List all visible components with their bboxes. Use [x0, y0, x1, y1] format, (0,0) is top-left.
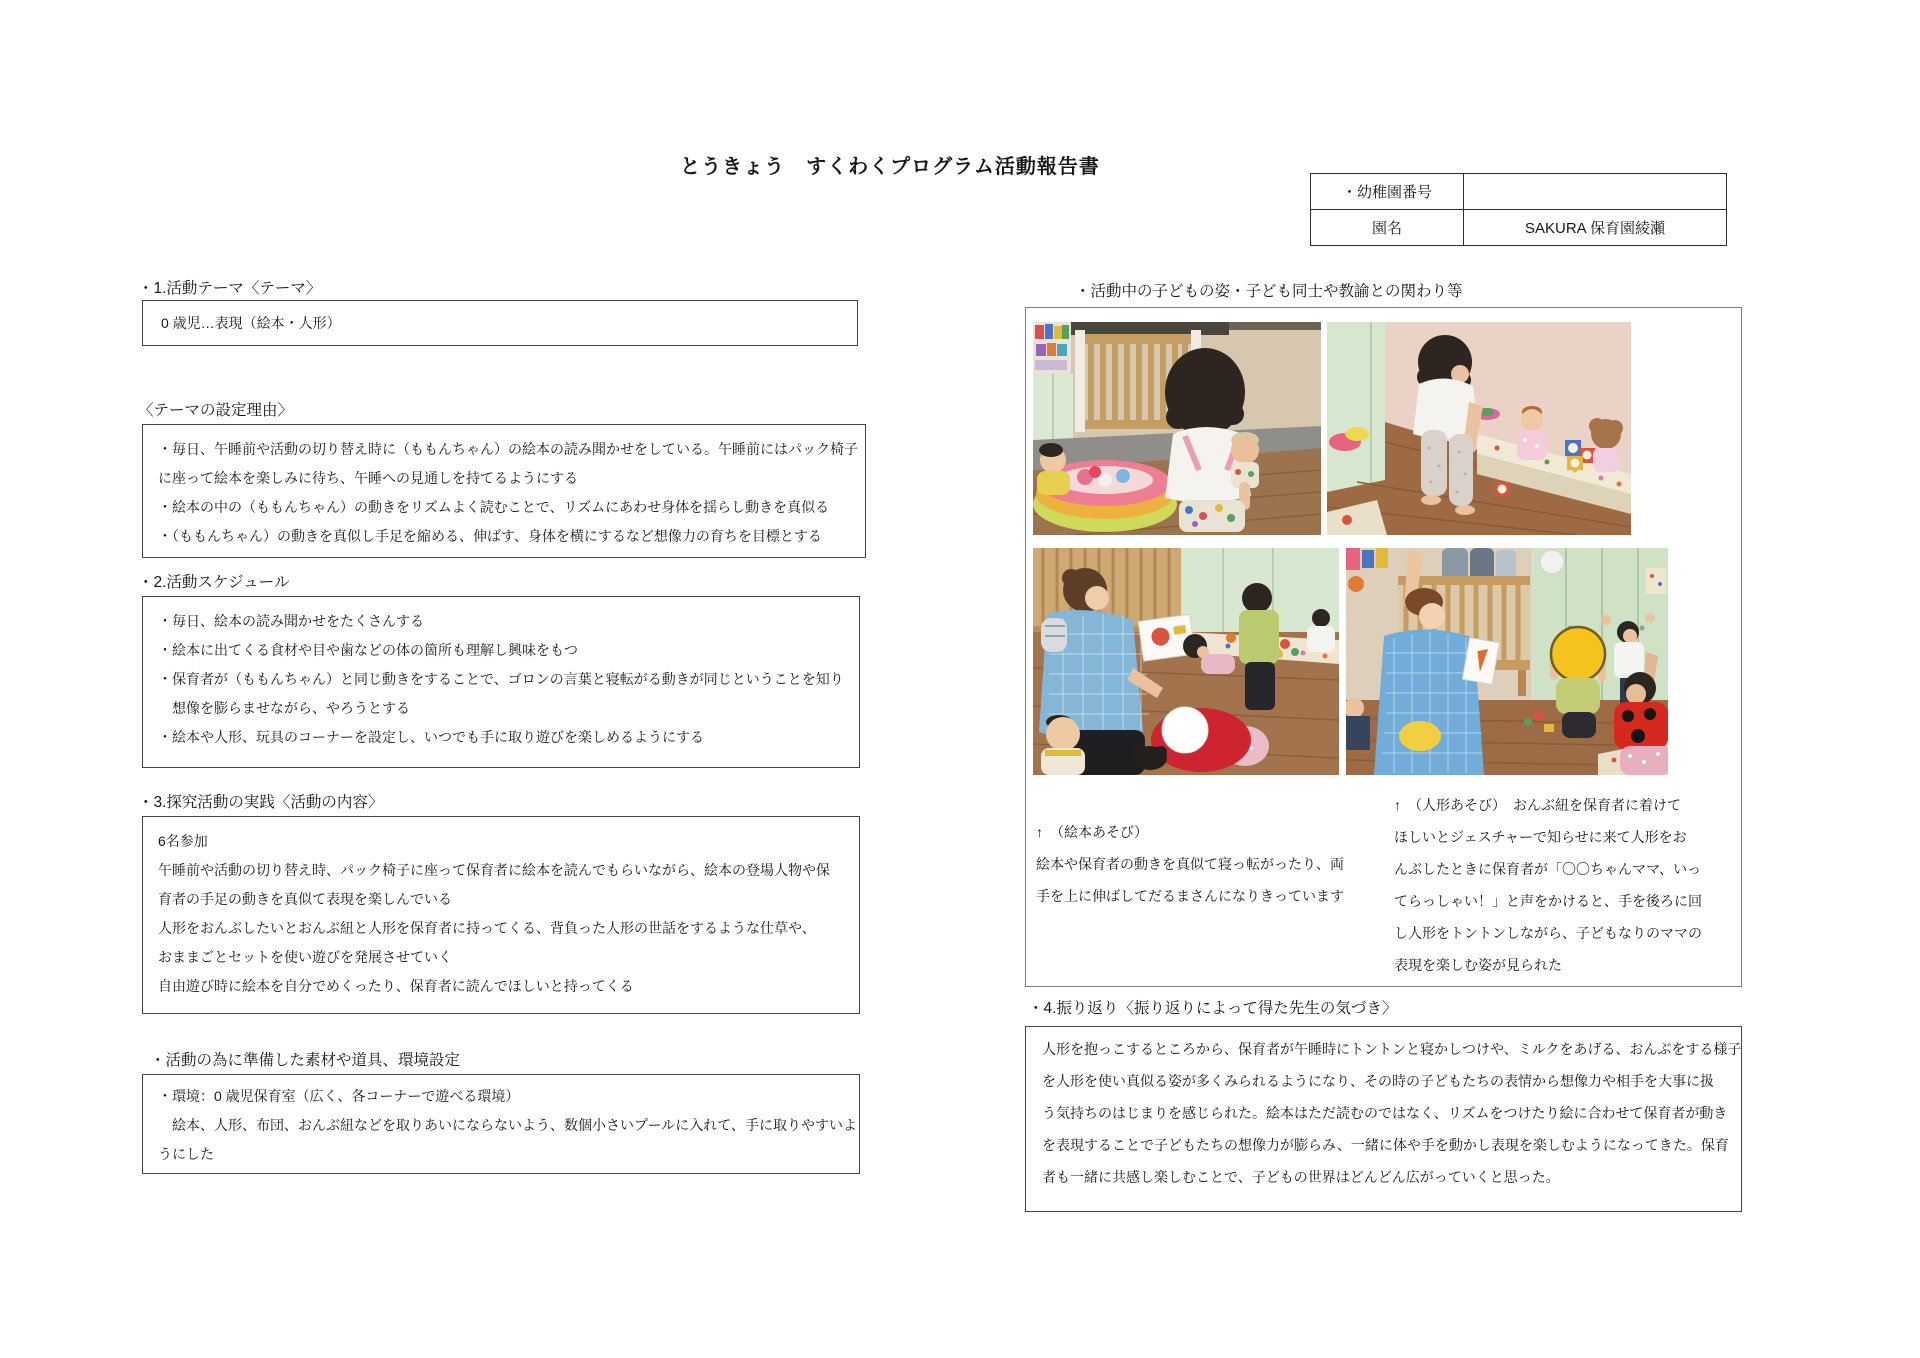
schedule-line: ・絵本に出てくる食材や目や歯などの体の箇所も理解し興味をもつ: [158, 642, 578, 658]
environment-box: [142, 1074, 860, 1174]
photos-section-heading: ・活動中の子どもの姿・子ども同士や教諭との関わり等: [1075, 283, 1463, 300]
section-2-heading: ・2.活動スケジュール: [138, 574, 290, 591]
theme-box: [142, 300, 858, 346]
reason-line: ・絵本の中の（ももんちゃん）の動きをリズムよく読むことで、リズムにあわせ身体を揺らし動きを真似る: [158, 499, 830, 515]
reflection-line: 者も一緒に共感し楽しむことで、子どもの世界はどんどん広がっていくと思った。: [1042, 1169, 1560, 1185]
photo-doll-bench: [1327, 322, 1631, 535]
reason-line: ・（ももんちゃん）の動きを真似し手足を縮める、伸ばす、身体を横にするなど想像力の育ちを目標とする: [158, 528, 822, 544]
schedule-line: ・絵本や人形、玩具のコーナーを設定し、いつでも手に取り遊びを楽しめるようにする: [158, 729, 704, 745]
photo-doll-piggyback: [1033, 322, 1321, 535]
schedule-line: ・毎日、絵本の読み聞かせをたくさんする: [158, 613, 424, 629]
reflection-line: を人形を使い真似る姿が多くみられるようになり、その時の子どもたちの表情から想像力や相手を大事に扱: [1042, 1073, 1714, 1089]
reflection-box: [1025, 1026, 1742, 1212]
photo-book-play: [1033, 548, 1339, 775]
reason-box: [142, 424, 866, 558]
reason-line: ・毎日、午睡前や活動の切り替え時に（ももんちゃん）の絵本の読み聞かせをしている。午睡前にはパック椅子: [158, 441, 858, 457]
schedule-box: [142, 596, 860, 768]
theme-value: 0 歳児…表現（絵本・人形）: [161, 314, 341, 331]
schedule-line: ・保育者が（ももんちゃん）と同じ動きをすることで、ゴロンの言葉と寝転がる動きが同じということを知り: [158, 671, 844, 687]
kindergarten-number-label: ・幼稚園番号: [1311, 174, 1464, 210]
section-1-heading: ・1.活動テーマ〈テーマ〉: [138, 280, 322, 297]
reason-line: に座って絵本を楽しみに待ち、午睡への見通しを持てるようにする: [158, 470, 578, 486]
caption-line: ↑ （絵本あそび）: [1036, 824, 1148, 840]
environment-line: ・環境：0 歳児保育室（広く、各コーナーで遊べる環境）: [158, 1088, 520, 1104]
environment-heading: ・活動の為に準備した素材や道具、環境設定: [150, 1052, 461, 1069]
caption-doll-play: [1394, 789, 1740, 981]
practice-line: 人形をおんぶしたいとおんぶ紐と人形を保育者に持ってくる、背負った人形の世話をするような仕草や、: [158, 920, 816, 936]
garden-name-value: SAKURA 保育園綾瀬: [1464, 210, 1727, 246]
caption-book-play: [1036, 816, 1388, 912]
activity-photos-box: [1025, 307, 1742, 987]
caption-line: し人形をトントンしながら、子どもなりのママの: [1394, 925, 1702, 941]
page-title: とうきょう すくわくプログラム活動報告書: [680, 156, 1100, 178]
caption-line: んぶしたときに保育者が「〇〇ちゃんママ、いっ: [1394, 861, 1702, 877]
table-row: [1311, 210, 1727, 246]
section-4-heading: ・4.振り返り〈振り返りによって得た先生の気づき〉: [1028, 1000, 1398, 1017]
reflection-line: を表現することで子どもたちの想像力が膨らみ、一緒に体や手を動かし表現を楽しむようになってきた。保育: [1042, 1137, 1729, 1153]
caption-line: 手を上に伸ばしてだるまさんになりきっています: [1036, 888, 1344, 904]
table-row: [1311, 174, 1727, 210]
practice-line: 自由遊び時に絵本を自分でめくったり、保育者に読んでほしいと持ってくる: [158, 978, 634, 994]
kindergarten-info-table: [1310, 173, 1727, 246]
caption-line: 表現を楽しむ姿が見られた: [1394, 957, 1562, 973]
practice-line: 6名参加: [158, 833, 208, 849]
caption-line: ほしいとジェスチャーで知らせに来て人形をお: [1394, 829, 1687, 845]
environment-line: 絵本、人形、布団、おんぶ紐などを取りあいにならないよう、数個小さいプールに入れて、手に取りやすいよ: [158, 1117, 858, 1133]
practice-line: 午睡前や活動の切り替え時、パック椅子に座って保育者に絵本を読んでもらいながら、絵本の登場人物や保: [158, 862, 830, 878]
photo-doll-play-group: [1346, 548, 1668, 775]
caption-line: 絵本や保育者の動きを真似て寝っ転がったり、両: [1036, 856, 1344, 872]
reflection-line: う気持ちのはじまりを感じられた。絵本はただ読むのではなく、リズムをつけたり絵に合わせて保育者が動き: [1042, 1105, 1728, 1121]
practice-line: おままごとセットを使い遊びを発展させていく: [158, 949, 452, 965]
reason-heading: 〈テーマの設定理由〉: [138, 402, 294, 419]
schedule-line: 想像を膨らませながら、やろうとする: [158, 700, 410, 716]
section-3-heading: ・3.探究活動の実践〈活動の内容〉: [138, 794, 384, 811]
kindergarten-number-value: [1464, 174, 1727, 210]
practice-box: [142, 816, 860, 1014]
reflection-line: 人形を抱っこするところから、保育者が午睡時にトントンと寝かしつけや、ミルクをあげる、おんぶをする様子: [1042, 1041, 1742, 1057]
garden-name-label: 園名: [1311, 210, 1464, 246]
practice-line: 育者の手足の動きを真似て表現を楽しんでいる: [158, 891, 452, 907]
environment-line: うにした: [158, 1146, 214, 1162]
caption-line: てらっしゃい！」と声をかけると、手を後ろに回: [1394, 893, 1702, 909]
caption-line: ↑ （人形あそび） おんぶ紐を保育者に着けて: [1394, 797, 1681, 813]
